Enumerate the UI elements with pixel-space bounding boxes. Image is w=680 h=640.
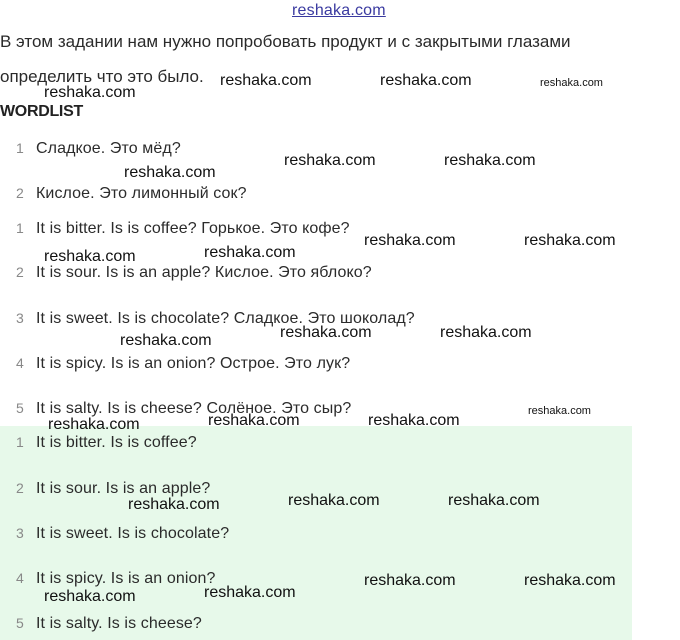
watermark: reshaka.com xyxy=(448,492,540,509)
item-text: It is sweet. Is is chocolate? xyxy=(36,525,230,542)
item-text: It is salty. Is is cheese? xyxy=(36,615,202,632)
watermark: reshaka.com xyxy=(128,496,220,513)
watermark: reshaka.com xyxy=(440,324,532,341)
intro-line-2: определить что это было. xyxy=(0,67,204,86)
watermark: reshaka.com xyxy=(220,72,312,89)
item-number: 2 xyxy=(16,264,24,280)
item-text: It is sour. Is is an apple? Кислое. Это яблоко? xyxy=(36,264,372,281)
watermark: reshaka.com xyxy=(364,232,456,249)
watermark: reshaka.com xyxy=(48,416,140,433)
watermark: reshaka.com xyxy=(380,72,472,89)
watermark: reshaka.com xyxy=(124,164,216,181)
watermark: reshaka.com xyxy=(524,232,616,249)
item-number: 1 xyxy=(16,434,24,450)
watermark: reshaka.com xyxy=(368,412,460,429)
watermark: reshaka.com xyxy=(44,84,136,101)
watermark: reshaka.com xyxy=(204,244,296,261)
intro-line-1: В этом задании нам нужно попробовать продукт и с закрытыми глазами xyxy=(0,32,571,51)
watermark: reshaka.com xyxy=(280,324,372,341)
item-number: 3 xyxy=(16,310,24,326)
watermark: reshaka.com xyxy=(528,405,591,417)
watermark: reshaka.com xyxy=(44,248,136,265)
item-text: It is sour. Is is an apple? xyxy=(36,480,211,497)
watermark: reshaka.com xyxy=(44,588,136,605)
item-text: It is bitter. Is is coffee? xyxy=(36,434,197,451)
item-number: 5 xyxy=(16,615,24,631)
watermark: reshaka.com xyxy=(204,584,296,601)
watermark: reshaka.com xyxy=(284,152,376,169)
watermark: reshaka.com xyxy=(208,412,300,429)
item-text: Кислое. Это лимонный сок? xyxy=(36,185,247,202)
item-number: 4 xyxy=(16,570,24,586)
wordlist-title: WORDLIST xyxy=(0,103,83,120)
watermark: reshaka.com xyxy=(540,77,603,89)
watermark: reshaka.com xyxy=(364,572,456,589)
item-text: It is spicy. Is is an onion? Острое. Это лук? xyxy=(36,355,351,372)
item-number: 2 xyxy=(16,185,24,201)
item-number: 5 xyxy=(16,400,24,416)
watermark: reshaka.com xyxy=(444,152,536,169)
site-logo-link[interactable]: reshaka.com xyxy=(292,2,386,19)
watermark: reshaka.com xyxy=(120,332,212,349)
item-text: It is salty. Is is cheese? Солёное. Это сыр? xyxy=(36,400,352,417)
item-text: Сладкое. Это мёд? xyxy=(36,140,181,157)
item-number: 1 xyxy=(16,140,24,156)
item-number: 4 xyxy=(16,355,24,371)
watermark: reshaka.com xyxy=(288,492,380,509)
item-number: 2 xyxy=(16,480,24,496)
item-text: It is spicy. Is is an onion? xyxy=(36,570,216,587)
item-text: It is sweet. Is is chocolate? Сладкое. Это шоколад? xyxy=(36,310,415,327)
item-number: 1 xyxy=(16,220,24,236)
item-number: 3 xyxy=(16,525,24,541)
watermark: reshaka.com xyxy=(524,572,616,589)
item-text: It is bitter. Is is coffee? Горькое. Это кофе? xyxy=(36,220,350,237)
